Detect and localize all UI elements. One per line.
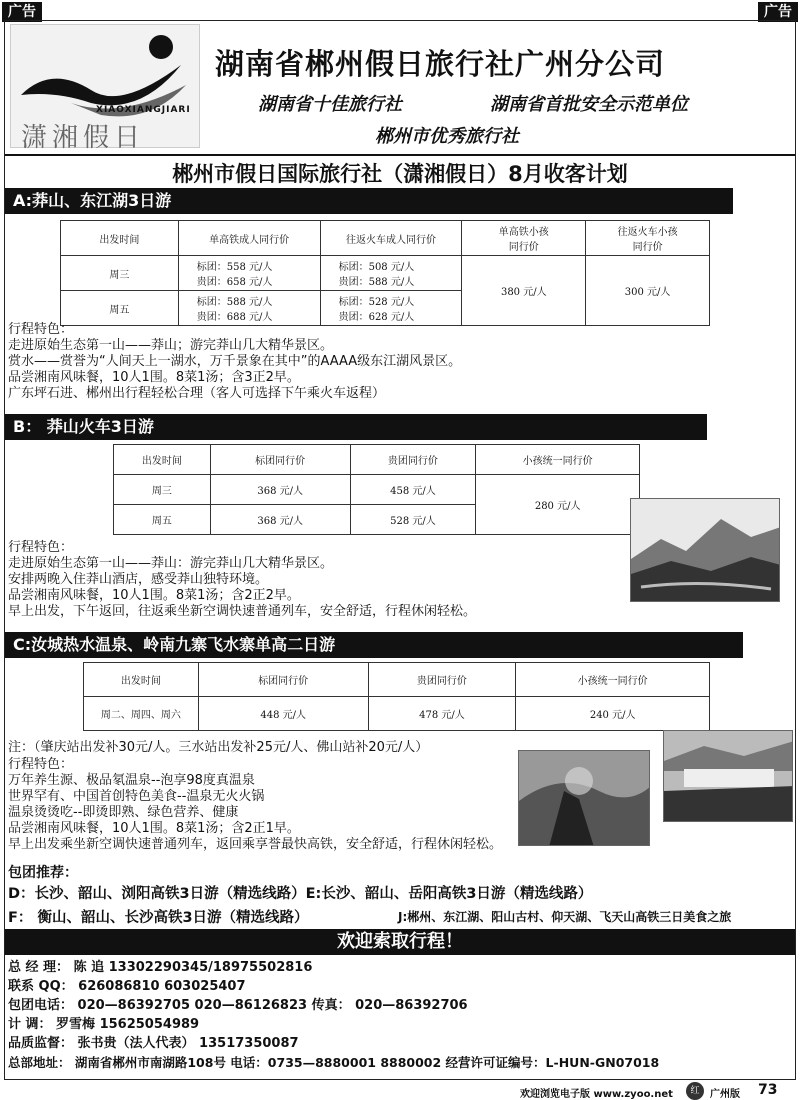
table-cell: 380 元/人 <box>462 256 586 326</box>
feature-line: 广东坪石进、郴州出行程轻松合理（客人可选择下午乘火车返程） <box>8 386 386 401</box>
table-cell: 368 元/人 <box>210 505 350 535</box>
table-cell: 280 元/人 <box>476 475 640 535</box>
table-cell: 周三 <box>61 256 179 291</box>
recommend-line-2a: F： 衡山、韶山、长沙高铁3日游（精选线路） <box>8 910 309 926</box>
table-header: 单高铁小孩 同行价 <box>462 221 586 256</box>
honor-3: 郴州市优秀旅行社 <box>375 126 519 147</box>
ad-label-left: 广告 <box>2 2 42 22</box>
price-text: 标团：508 元/人 <box>338 262 415 273</box>
table-header: 标团同行价 <box>198 663 368 697</box>
table-cell <box>320 256 462 291</box>
section-c-features <box>8 757 502 853</box>
feature-line: 行程特色： <box>8 322 74 337</box>
table-cell: 458 元/人 <box>350 475 476 505</box>
price-text: 贵团：588 元/人 <box>338 277 415 288</box>
honor-1: 湖南省十佳旅行社 <box>258 94 402 115</box>
feature-line: 早上出发，下午返回，往返乘坐新空调快速普通列车，安全舒适，行程休闲轻松。 <box>8 604 477 619</box>
section-a-title: A:莽山、东江湖3日游 <box>5 188 733 214</box>
feature-line: 品尝湘南风味餐，10人1围。8菜1汤；含3正2早。 <box>8 370 300 385</box>
section-b-features <box>8 540 476 620</box>
section-c-table <box>83 662 710 731</box>
section-a-table <box>60 220 710 326</box>
table-cell <box>178 256 320 291</box>
logo-text-cn: 潇湘假日 <box>21 123 146 153</box>
contact-line: 总部地址： 湖南省郴州市南湖路108号 电话：0735—8880001 8880002 经营许可证编号：L-HUN-GN07018 <box>8 1055 660 1070</box>
contact-block <box>8 958 659 1072</box>
recommend-line-1: D：长沙、韶山、浏阳高铁3日游（精选线路）E:长沙、韶山、岳阳高铁3日游（精选线路） <box>8 886 593 902</box>
page-number: 73 <box>758 1082 778 1098</box>
contact-line: 包团电话： 020—86392705 020—86126823 传真： 020—86392706 <box>8 998 468 1013</box>
table-header: 贵团同行价 <box>368 663 516 697</box>
table-header: 贵团同行价 <box>350 445 476 475</box>
recommend-line-2b: J:郴州、东江湖、阳山古村、仰天湖、飞天山高铁三日美食之旅 <box>398 910 732 924</box>
feature-line: 早上出发乘坐新空调快速普通列车，返回乘享誉最快高铁，安全舒适，行程休闲轻松。 <box>8 837 503 852</box>
feature-line: 世界罕有、中国首创特色美食--温泉无火火锅 <box>8 789 265 804</box>
price-text: 贵团：658 元/人 <box>196 277 273 288</box>
mountain-lake-photo <box>630 498 780 602</box>
table-header: 往返火车成人同行价 <box>320 221 462 256</box>
table-cell: 周五 <box>114 505 211 535</box>
hot-spring-photo <box>518 750 650 846</box>
table-header: 出发时间 <box>84 663 199 697</box>
footer-text: 欢迎浏览电子版 www.zyoo.net <box>520 1089 673 1100</box>
footer-edition: 广州版 <box>710 1089 740 1100</box>
table-cell: 300 元/人 <box>586 256 710 326</box>
feature-line: 品尝湘南风味餐，10人1围。8菜1汤；含2正1早。 <box>8 821 300 836</box>
feature-line: 行程特色： <box>8 540 74 555</box>
feature-line: 走进原始生态第一山——莽山；游完莽山几大精华景区。 <box>8 338 334 353</box>
feature-line: 万年养生源、极品氡温泉--泡享98度真温泉 <box>8 773 255 788</box>
table-row <box>84 697 710 731</box>
table-row <box>61 256 710 291</box>
village-photo <box>663 730 793 822</box>
welcome-banner: 欢迎索取行程！ <box>5 929 795 955</box>
feature-line: 安排两晚入住莽山酒店，感受莽山独特环境。 <box>8 572 269 587</box>
feature-line: 品尝湘南风味餐，10人1围。8菜1汤；含2正2早。 <box>8 588 300 603</box>
table-header: 小孩统一同行价 <box>516 663 710 697</box>
contact-line: 品质监督： 张书贵（法人代表） 13517350087 <box>8 1036 299 1051</box>
table-cell: 478 元/人 <box>368 697 516 731</box>
section-c-title: C:汝城热水温泉、岭南九寨飞水寨单高二日游 <box>5 632 743 658</box>
price-text: 标团：528 元/人 <box>338 297 415 308</box>
recommend-label: 包团推荐： <box>8 865 78 881</box>
table-header: 小孩统一同行价 <box>476 445 640 475</box>
feature-line: 行程特色： <box>8 757 74 772</box>
red-circle-logo-icon: 红 <box>686 1082 704 1100</box>
table-header: 出发时间 <box>114 445 211 475</box>
table-cell: 周二、周四、周六 <box>84 697 199 731</box>
price-text: 贵团：688 元/人 <box>196 312 273 323</box>
table-cell <box>178 291 320 326</box>
table-header: 往返火车小孩 同行价 <box>586 221 710 256</box>
table-header: 单高铁成人同行价 <box>178 221 320 256</box>
table-cell: 368 元/人 <box>210 475 350 505</box>
contact-line: 联系 QQ： 626086810 603025407 <box>8 979 246 994</box>
ad-label-right: 广告 <box>758 2 798 22</box>
contact-line: 总 经 理： 陈 追 13302290345/18975502816 <box>8 960 313 975</box>
price-text: 标团：558 元/人 <box>196 262 273 273</box>
table-header: 出发时间 <box>61 221 179 256</box>
plan-title: 郴州市假日国际旅行社（潇湘假日）8月收客计划 <box>172 162 628 186</box>
section-b-table <box>113 444 640 535</box>
table-row <box>114 475 640 505</box>
section-c-note: 注：（肇庆站出发补30元/人。三水站出发补25元/人、佛山站补20元/人） <box>8 740 429 755</box>
feature-line: 赏水——赏誉为“人间天上一湖水，万千景象在其中”的AAAA级东江湖风景区。 <box>8 354 462 369</box>
table-cell: 528 元/人 <box>350 505 476 535</box>
price-text: 标团：588 元/人 <box>196 297 273 308</box>
logo-text-en: XIAOXIANGJIARI <box>96 105 191 115</box>
honor-2: 湖南省首批安全示范单位 <box>490 94 688 115</box>
section-a-features <box>8 322 461 402</box>
table-cell <box>320 291 462 326</box>
header-divider <box>5 154 795 156</box>
company-name: 湖南省郴州假日旅行社广州分公司 <box>215 47 666 81</box>
contact-line: 计 调： 罗雪梅 15625054989 <box>8 1017 200 1032</box>
table-cell: 448 元/人 <box>198 697 368 731</box>
table-cell: 240 元/人 <box>516 697 710 731</box>
feature-line: 走进原始生态第一山——莽山：游完莽山几大精华景区。 <box>8 556 334 571</box>
section-b-title: B： 莽山火车3日游 <box>5 414 707 440</box>
feature-line: 温泉烫烫吃--即烫即熟、绿色营养、健康 <box>8 805 239 820</box>
table-header: 标团同行价 <box>210 445 350 475</box>
price-text: 贵团：628 元/人 <box>338 312 415 323</box>
table-cell: 周五 <box>61 291 179 326</box>
company-logo <box>10 24 200 153</box>
table-cell: 周三 <box>114 475 211 505</box>
